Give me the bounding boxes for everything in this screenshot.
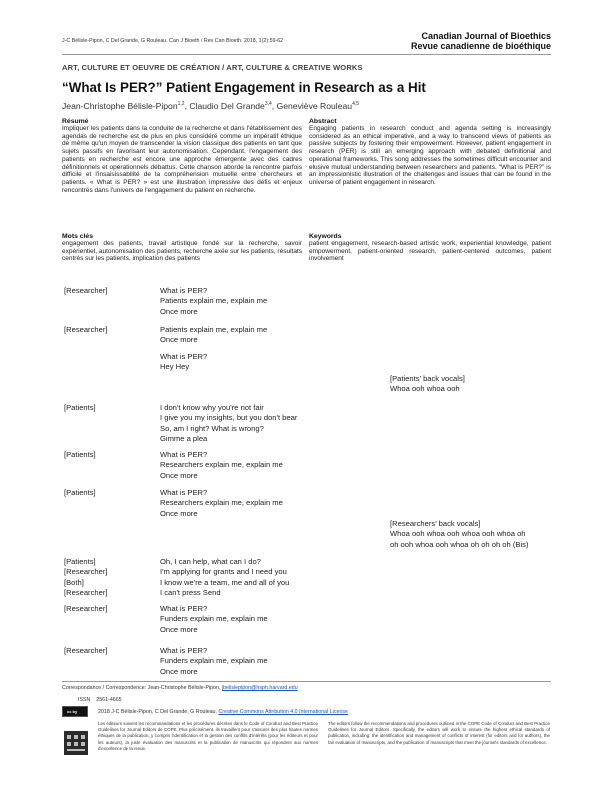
singer-label: [Researcher] — [64, 604, 108, 613]
issn-number: 2561-4665 — [96, 697, 122, 703]
singer-label: [Both] — [64, 577, 84, 587]
lyric-lines — [160, 557, 289, 599]
author-name: Geneviève Rouleau — [276, 101, 353, 111]
cope-statement-fr: Les éditeurs suivent les recommandations et les procédures décrites dans le Code of Conduct and Best Practice Guidelines for Journal Editors de COPE. Plus précisément, ils travaillent pour s'assurer des plus hautes normes éthiques de la publication, y compris l'identification et la gestion des conflits d'intérêts (pour les éditeurs et pour les auteurs), la juste évaluation des manuscrits et la publication de manuscrits qui répondent aux normes d'excellence de la revue. — [98, 721, 318, 751]
issn — [78, 697, 122, 703]
lyric-line: What is PER? — [160, 352, 208, 361]
cc-by-badge-label: cc by — [67, 709, 78, 714]
lyric-line: I can't press Send — [160, 588, 221, 598]
back-vocals-lines — [390, 519, 528, 550]
author-name: Jean-Christophe Bélisle-Pipon — [62, 101, 178, 111]
lyric-line: What is PER? — [160, 286, 208, 295]
lyric-line: I give you my insights, but you don't bear — [160, 413, 298, 423]
lyric-line: Oh, I can help, what can I do? — [160, 557, 261, 566]
journal-name-fr: Revue canadienne de bioéthique — [410, 41, 551, 51]
singer-label: [Patients] — [64, 557, 96, 566]
lyric-line: What is PER? — [160, 646, 208, 655]
lyric-line: Once more — [160, 306, 198, 316]
resume-text: Impliquer les patients dans la conduite de la recherche et dans l'établissement des agendas de recherche est de plus en plus considéré comme un impératif éthique de même qu'un moyen de transcender la vision classique des patients en tant que sujets passifs en favorisant leur autonomisation. Cependant, l'engagement des patients en recherche est encore une approche émergente avec des cadres définitionnels et opérationnels débattus. Cette chanson aborde la rencontre parfois difficile et l'insaisissabilité de la compréhension mutuelle entre chercheurs et patients. « What is PER? » est une illustration impressive des défis et enjeux rencontrés dans l'univers de l'engagement du patient en recherche. — [62, 125, 302, 194]
section-heading: ART, CULTURE ET OEUVRE DE CRÉATION / ART, CULTURE & CREATIVE WORKS — [62, 63, 363, 72]
lyric-line: Once more — [160, 666, 198, 676]
lyric-line: Funders explain me, explain me — [160, 656, 268, 666]
lyric-lines — [160, 488, 283, 519]
lyric-line: Once more — [160, 335, 198, 345]
issn-label: ISSN — [78, 697, 91, 703]
lyric-lines — [160, 352, 207, 373]
resume-heading: Résumé — [62, 118, 89, 125]
lyric-lines — [160, 450, 283, 481]
mots-cles-heading: Mots clés — [62, 233, 93, 240]
lyric-line: Once more — [160, 508, 198, 518]
singer-label: [Researcher] — [64, 588, 108, 598]
lyric-line: I'm applying for grants and I need you — [160, 567, 287, 577]
singer-label: [Researcher] — [64, 325, 108, 334]
article-title: “What Is PER?” Patient Engagement in Research as a Hit — [62, 80, 426, 95]
lyric-line: Gimme a plea — [160, 434, 208, 444]
mots-cles-text: engagement des patients, travail artistique fondé sur la recherche, savoir expérientiel, autonomisation des patients, recherche axée sur les patients, résultats centrés sur les patients, implication des patients — [62, 240, 302, 263]
lyric-line: What is PER? — [160, 450, 208, 459]
footer-divider — [62, 681, 551, 682]
lyric-line: I don't know why you're not fair — [160, 403, 264, 412]
singer-label: [Researcher] — [64, 286, 108, 295]
lyric-line: I know we're a team, me and all of you — [160, 577, 290, 587]
singer-label: [Patients] — [64, 450, 96, 459]
abstract-text: Engaging patients in research conduct and agenda setting is increasingly considered as an ethical imperative, and a way to transcend views of patients as passive subjects by fostering their empowerment. However, patient engagement in research (PER) is still an emerging approach with debated definitional and operational frameworks. This song addresses the sometimes difficult encounter and elusive mutual understanding between researchers and patients. “What is PER?” is an impressionistic illustration of the challenges and issues that can be found in the universe of patient engagement in research. — [309, 125, 551, 186]
lyric-line: Hey Hey — [160, 362, 190, 372]
lyric-line: Researchers explain me, explain me — [160, 498, 283, 508]
author-name: Claudio Del Grande — [189, 101, 265, 111]
singer-label: [Researchers’ back vocals] — [390, 519, 481, 528]
lyric-line: oh ooh whoa ooh whoa oh oh oh oh (Bis) — [390, 539, 529, 549]
author-affiliation: 3,4 — [264, 101, 272, 108]
back-vocals-lines — [390, 374, 465, 395]
author-affiliation: 4,5 — [352, 101, 360, 108]
lyric-line: Whoa ooh whoa ooh whoa ooh whoa oh — [390, 529, 526, 539]
cc-by-badge-icon — [62, 706, 88, 717]
correspondence-email-link[interactable]: jbelislepipon@hsph.harvard.edu — [221, 685, 298, 691]
license-copyright: 2018 J-C Bélisle-Pipon, C Del Grande, G Rouleau. — [98, 709, 217, 715]
lyric-line: What is PER? — [160, 488, 208, 497]
abstract-heading: Abstract — [309, 118, 337, 125]
lyric-line: Funders explain me, explain me — [160, 614, 268, 624]
cope-statement-en: The editors follow the recommendations and procedures outlined in the COPE Code of Conduct and Best Practice Guidelines for Journal Editors. Specifically, the editors will work to ensure the highest ethical standards of publication, including: the identification and management of conflicts of interest (for editors and for authors), the fair evaluation of manuscripts, and the publication of manuscripts that meet the journal's standards of excellence. — [328, 721, 550, 745]
lyric-line: Researchers explain me, explain me — [160, 460, 283, 470]
journal-name-en: Canadian Journal of Bioethics — [421, 31, 551, 41]
lyric-lines — [160, 325, 267, 346]
lyric-line: Once more — [160, 470, 198, 480]
license-link[interactable]: Creative Commons Attribution 4.0 International License — [218, 709, 348, 715]
lyric-line: Whoa ooh whoa ooh — [390, 384, 460, 394]
singer-label: [Patients’ back vocals] — [390, 374, 465, 383]
lyric-line: Once more — [160, 624, 198, 634]
lyric-lines — [160, 604, 268, 635]
lyric-line: So, am I right? What is wrong? — [160, 423, 264, 433]
keywords-heading: Keywords — [309, 233, 342, 240]
lyric-line: Patients explain me, explain me — [160, 325, 268, 334]
correspondence — [62, 685, 298, 691]
singer-labels — [64, 557, 107, 599]
singer-label: [Patients] — [64, 488, 96, 497]
author-affiliation: 1,2 — [177, 101, 185, 108]
lyric-lines — [160, 646, 268, 677]
cope-logo-icon — [64, 731, 88, 755]
singer-label: [Patients] — [64, 403, 96, 412]
correspondence-label: Correspondance / Correspondence: Jean-Christophe Bélisle-Pipon, — [62, 685, 221, 691]
lyric-line: Patients explain me, explain me — [160, 296, 268, 306]
running-citation: J-C Bélisle-Pipon, C Del Grande, G Rouleau. Can J Bioeth / Rev Can Bioeth. 2018, 1(2):59-62 — [62, 38, 284, 44]
lyric-lines — [160, 286, 267, 317]
singer-label: [Researcher] — [64, 646, 108, 655]
keywords-text: patient engagement, research-based artistic work, experiential knowledge, patient empowerment, patient-oriented research, patient-centered outcomes, patient involvement — [309, 240, 551, 263]
lyric-lines — [160, 403, 297, 445]
license-statement — [98, 709, 348, 715]
lyric-line: What is PER? — [160, 604, 208, 613]
author-list: Jean-Christophe Bélisle-Pipon$^{1,2}$, Claudio Del Grande$^{3,4}$, Geneviève Rouleau$^{4,5}$ — [62, 101, 360, 111]
singer-label: [Researcher] — [64, 567, 108, 577]
